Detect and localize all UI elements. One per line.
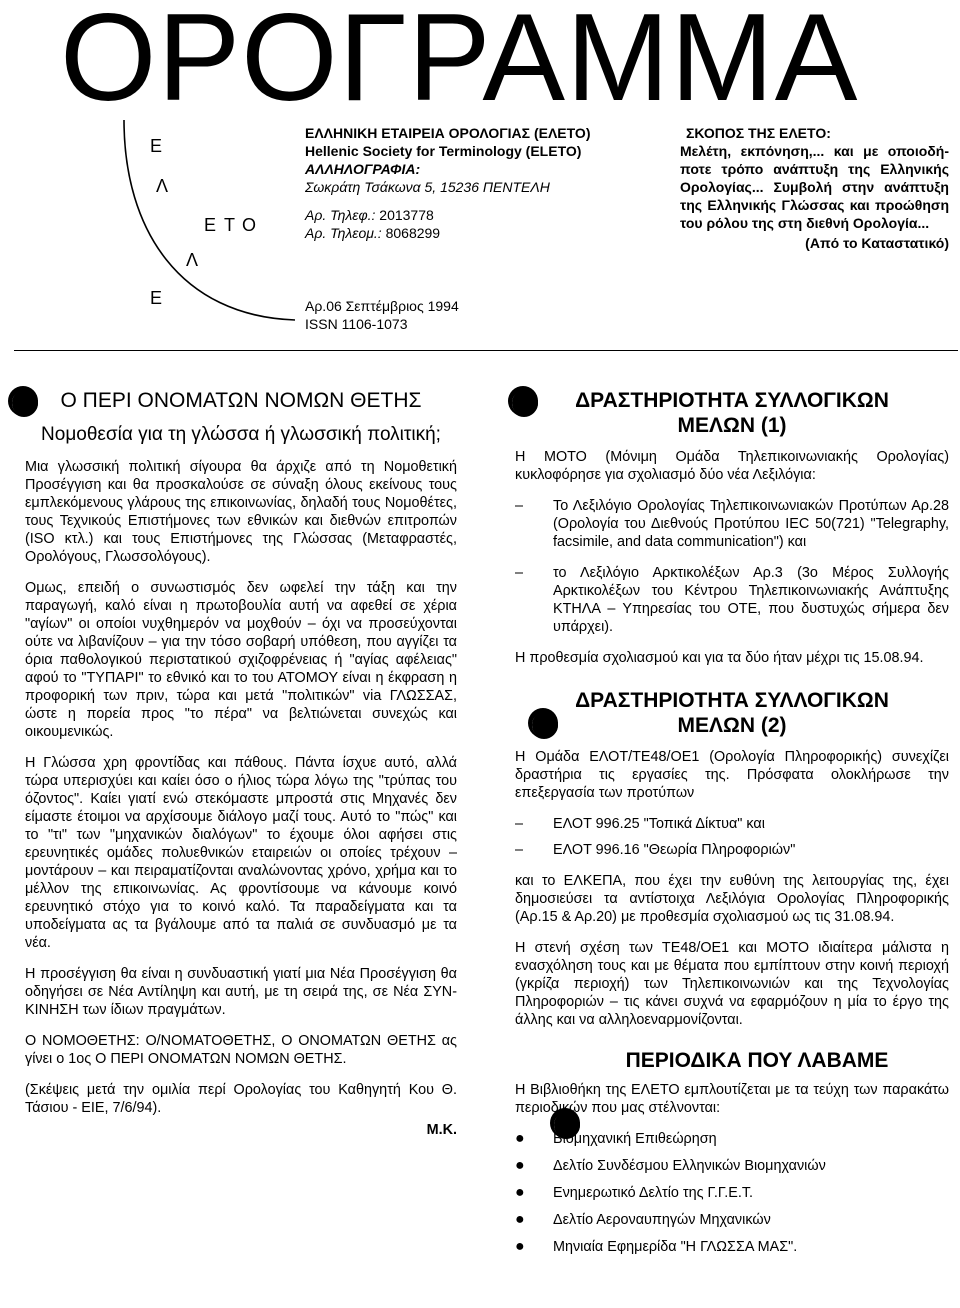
logo-letter: Ε (150, 136, 163, 156)
article-paragraph: Ομως, επειδή ο συνωστισμός δεν ωφελεί την τάξη και την παραγωγή, καλό είναι η πρωτοβουλία αυτή να αφεθεί σε χέρια "αγίων" οι οποίοι νυχθημερόν να μοχθούν – όχι να προσεύχονται ούτε να λιβανίζουν – για την τόσο σοβαρή υπόθεση, που αγγίζει τα όρια παθολογικού περιστατικού σχιζοφρένειας ή "αγίας αφέλειας" αφού το "ΤΥΠΑΡΙ" το εθνικό και το του ΑΤΟΜΟΥ είναι η έκφραση η προφορική των πριν, τώρα και μετά "πολιτικών" via ΓΛΩΣΣΑΣ, ώστε η πορεία προς "το πέρα" να βελτιώνεται συνεχώς και οικουμενικώς. (25, 580, 457, 740)
article-title: Ο ΠΕΡΙ ΟΝΟΜΑΤΩΝ ΝΟΜΩΝ ΘΕΤΗΣ (60, 389, 422, 412)
list-item: ● Ενημερωτικό Δελτίο της Γ.Γ.Ε.Τ. (515, 1184, 754, 1201)
mail-label: ΑΛΛΗΛΟΓΡΑΦΙΑ: (305, 161, 421, 177)
article-paragraph: Ο ΝΟΜΟΘΕΤΗΣ: Ο/ΝΟΜΑΤΟΘΕΤΗΣ, Ο ΟΝΟΜΑΤΩΝ ΘΕΤΗΣ ας γίνει ο 1ος Ο ΠΕΡΙ ΟΝΟΜΑΤΩΝ ΝΟΜΩΝ ΘΕΤΗΣ. (25, 1033, 457, 1067)
fax-number: 8068299 (385, 225, 441, 241)
header-divider (14, 350, 958, 351)
section-paragraph: και το ΕΛΚΕΠΑ, που έχει την ευθύνη της λειτουργίας της, έχει δημοσιεύσει τα αντίστοιχα Λεξιλόγια Ορολογίας Πληροφορικής (Αρ.15 & Αρ.20) με προθεσμία σχολιασμού ως τις 31.08.94. (515, 873, 949, 925)
section-paragraph: Η Ομάδα ΕΛΟΤ/ΤΕ48/ΟΕ1 (Ορολογία Πληροφορικής) συνεχίζει δραστήρια τις εργασίες της. Πρόσφατα ολοκλήρωσε την επεξεργασία των προτύπων (515, 749, 949, 801)
article-paragraph: Η Γλώσσα χρη φροντίδας και πάθους. Πάντα ίσχυε αυτό, αλλά τώρα υπερισχύει και καίει όσο ο ήλιος τώρα λόγω της "τρύπας του όζοντος". Καίει γιατί ενώ στεκόμαστε μπροστά στις Μηχανές δεν είμαστε έτοιμοι να αρχίσουμε διάλογο μαζί τους. Αυτό το "πώς" και το "τι" των "μηχανικών διαλόγων" το έχουμε όλοι αφήσει στις ερευνητικές ομάδες πολυεθνικών εταιρειών οι οποίες τρέχουν – μοντάρουν – και πειραματίζονται αναλώνοντας χρόνο, χρήμα και το μέλλον της επικοινωνίας. Ας φροντίσουμε να κάνουμε κοινό ερευνητικό στόχο για το κοινό καλό. Τα παραδείγματα και τα υποδείγματα ας τα βγάλουμε από τα παλιά σε συνδυασμό με τα νέα. (25, 755, 457, 951)
aims-title: ΣΚΟΠΟΣ ΤΗΣ ΕΛΕΤΟ: (686, 125, 831, 141)
list-item: ● Βιομηχανική Επιθεώρηση (515, 1130, 717, 1147)
section-paragraph: Η ΜΟΤΟ (Μόνιμη Ομάδα Τηλεπικοινωνιακής Ορολογίας) κυκλοφόρησε για σχολιασμό δύο νέα Λεξιλόγια: (515, 449, 949, 483)
section-title: ΔΡΑΣΤΗΡΙΟΤΗΤΑ ΣΥΛΛΟΓΙΚΩΝ ΜΕΛΩΝ (2) (575, 689, 889, 737)
society-aims (680, 124, 949, 252)
phone-label: Αρ. Τηλεφ.: (305, 207, 376, 223)
logo-letter: Ε (204, 215, 217, 235)
masthead-title: ΟΡΟΓΡΑΜΜΑ (60, 0, 859, 127)
logo-letter: Λ (156, 176, 169, 196)
list-item: ● Μηνιαία Εφημερίδα "Η ΓΛΩΣΣΑ ΜΑΣ". (515, 1238, 798, 1255)
eleto-logo (120, 120, 298, 328)
section-paragraph: Η στενή σχέση των ΤΕ48/ΟΕ1 και ΜΟΤΟ ιδιαίτερα μάλιστα η ενασχόληση τους και με θέματα που εμπίπτουν στην κοινή περιοχή (γκρίζα περιοχή) των Τηλεπικοινωνιών και της Τεχνολογίας Πληροφοριών – τις κάνει συχνά να εφαρμόζουν η μία το έργο της άλλης και να αλληλοεναρμονίζονται. (515, 940, 949, 1028)
logo-letter: Τ (224, 215, 235, 235)
article-paragraph: (Σκέψεις μετά την ομιλία περί Ορολογίας του Καθηγητή Κου Θ. Τάσιου - ΕΙΕ, 7/6/94). (25, 1082, 457, 1116)
article-paragraph: Μια γλωσσική πολιτική σίγουρα θα άρχιζε από τη Νομοθετική Προσέγγιση και θα προσκαλούσε σε σύναξη όλους εκείνους τους εμπλεκόμενους γλάρους της επικοινωνίας, δηλαδή τους Νομοθέτες, τους Τεχνικούς Επιστήμονες των εθνικών και διεθνών επιτροπών (ISO κτλ.) και τους Επιστήμονες της Γλώσσας (Μεταφραστές, Ορολόγους, Γλωσσολόγους). (25, 459, 457, 565)
logo-letter: Ε (150, 288, 163, 308)
aims-text: Μελέτη, εκπόνηση,... και με οποιοδή-ποτε τρόπο ανάπτυξη της Ελληνικής Ορολογίας... Συμβολή στην ανάπτυξη της Ελληνικής Γλώσσας και προώθηση του ρόλου της στη διεθνή Ορολογία... (680, 143, 949, 231)
fax-label: Αρ. Τηλεομ.: (305, 225, 382, 241)
section-paragraph: Η Βιβλιοθήκη της ΕΛΕΤΟ εμπλουτίζεται με τα τεύχη των παρακάτω περιοδικών που μας στέλνονται: (515, 1082, 949, 1116)
news-column (515, 388, 949, 1265)
address: Σωκράτη Τσάκωνα 5, 15236 ΠΕΝΤΕΛΗ (305, 179, 550, 195)
article-subtitle: Νομοθεσία για τη γλώσσα ή γλωσσική πολιτική; (41, 424, 441, 445)
org-name-english: Hellenic Society for Terminology (ELETO) (305, 143, 582, 159)
list-item: – Το Λεξιλόγιο Ορολογίας Τηλεπικοινωνιακών Προτύπων Αρ.28 (Ορολογία του Διεθνούς Προτύπου IEC 50(721) "Telegraphy, facsimile, and data communication") και (515, 498, 949, 550)
issue-number-date: Αρ.06 Σεπτέμβριος 1994 (305, 298, 459, 314)
list-item: – ΕΛΟΤ 996.25 "Τοπικά Δίκτυα" και (515, 816, 765, 832)
issn: ISSN 1106-1073 (305, 316, 408, 332)
section-paragraph: Η προθεσμία σχολιασμού και για τα δύο ήταν μέχρι τις 15.08.94. (515, 650, 924, 666)
list-item: ● Δελτίο Συνδέσμου Ελληνικών Βιομηχανιών (515, 1157, 826, 1174)
phone-number: 2013778 (379, 207, 434, 223)
logo-letter: Λ (186, 250, 199, 270)
article-main (25, 388, 457, 1152)
list-item: ● Δελτίο Αεροναυπηγών Μηχανικών (515, 1211, 771, 1228)
logo-letter: Ο (242, 215, 257, 235)
logo-shape-icon (120, 120, 298, 328)
organization-info (305, 124, 625, 242)
org-name-greek: ΕΛΛΗΝΙΚΗ ΕΤΑΙΡΕΙΑ ΟΡΟΛΟΓΙΑΣ (ΕΛΕΤΟ) (305, 125, 591, 141)
article-signature: Μ.Κ. (426, 1122, 457, 1138)
aims-source: (Από το Καταστατικό) (805, 235, 949, 251)
issue-info (305, 297, 459, 333)
section-title: ΔΡΑΣΤΗΡΙΟΤΗΤΑ ΣΥΛΛΟΓΙΚΩΝ ΜΕΛΩΝ (1) (575, 389, 889, 437)
list-item: – ΕΛΟΤ 996.16 "Θεωρία Πληροφοριών" (515, 842, 796, 858)
list-item: – το Λεξιλόγιο Αρκτικολέξων Αρ.3 (3ο Μέρος Συλλογής Αρκτικολέξων του Κέντρου Τηλεπικοινωνιακής Ανάπτυξης ΚΤΗΛΑ – Υπηρεσίας του ΟΤΕ, που δυστυχώς σήμερα δεν υπάρχει). (515, 565, 949, 635)
section-title: ΠΕΡΙΟΔΙΚΑ ΠΟΥ ΛΑΒΑΜΕ (625, 1049, 889, 1072)
article-paragraph: Η προσέγγιση θα είναι η συνδυαστική γιατί μια Νέα Προσέγγιση θα οδηγήσει σε Νέα Αντίληψη και αυτή, με τη σειρά της, σε Νέα ΣΥΝ-ΚΙΝΗΣΗ των ίδιων πραγμάτων. (25, 966, 457, 1018)
